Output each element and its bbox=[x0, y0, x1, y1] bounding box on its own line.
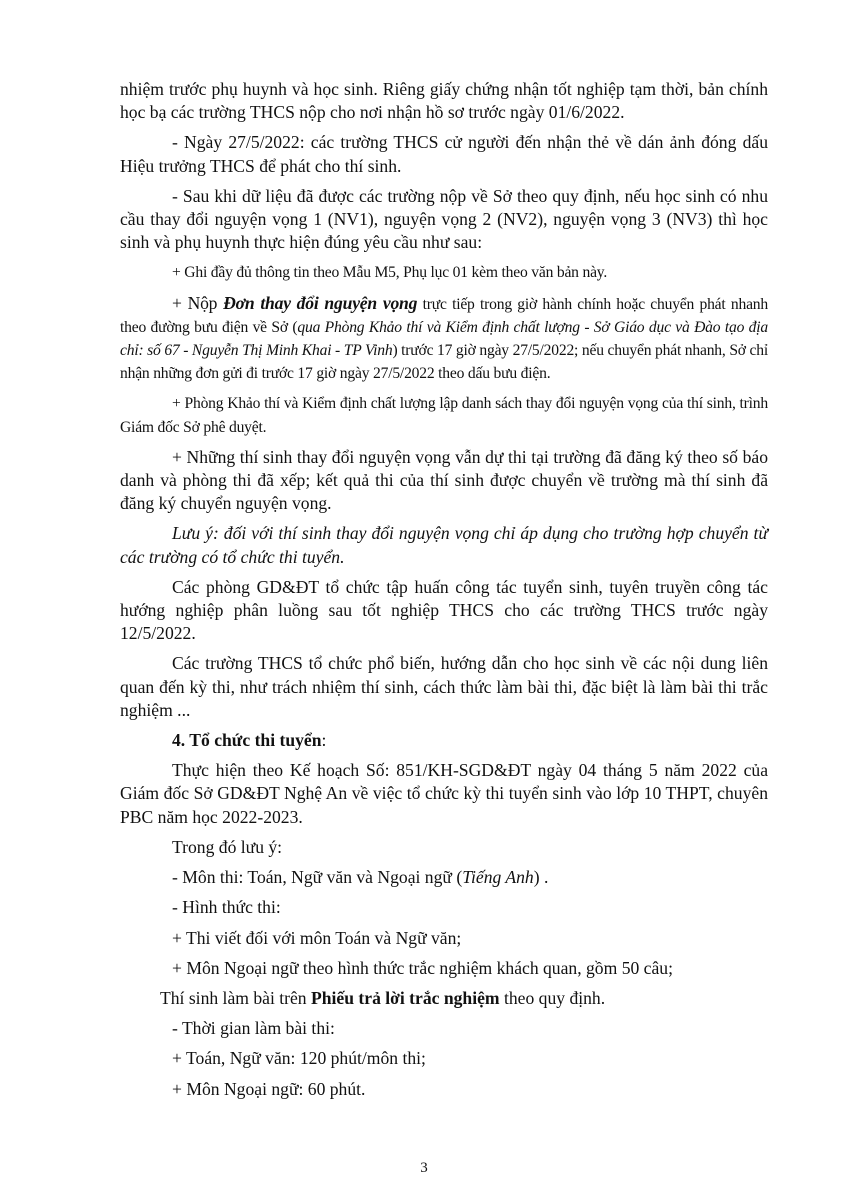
text-run: Thí sinh làm bài trên bbox=[160, 987, 311, 1008]
paragraph bbox=[120, 292, 768, 386]
heading-colon: : bbox=[321, 730, 327, 751]
paragraph: Các trường THCS tổ chức phổ biến, hướng dẫn cho học sinh về các nội dung liên quan đến kỳ thi, như trách nhiệm thí sinh, cách thức làm bài thi, đặc biệt là làm bài thi trắc nghiệm ... bbox=[120, 653, 768, 720]
paragraph: - Ngày 27/5/2022: các trường THCS cử người đến nhận thẻ về dán ảnh đóng dấu Hiệu trưởng THCS để phát cho thí sinh. bbox=[120, 132, 768, 176]
italic-address: qua Phòng Khảo thí và Kiểm định chất lượng - Sở Giáo dục và Đào tạo địa chỉ: số 67 - Nguyễn Thị Minh Khai - TP Vinh bbox=[120, 318, 768, 360]
paragraph bbox=[120, 987, 768, 1010]
paragraph: + Ghi đầy đủ thông tin theo Mẫu M5, Phụ lục 01 kèm theo văn bản này. bbox=[172, 264, 608, 282]
text-run: ) . bbox=[533, 867, 549, 888]
text-run: trực tiếp trong giờ hành chính hoặc chuyển phát nhanh theo đường bưu điện về Sở ( bbox=[120, 295, 768, 336]
paragraph: Trong đó lưu ý: bbox=[172, 836, 283, 857]
text-run: ) trước 17 giờ ngày 27/5/2022; nếu chuyển phát nhanh, Sở chỉ nhận những đơn gửi đi trước 17 giờ ngày 27/5/2022 theo dấu bưu điện. bbox=[120, 342, 768, 383]
paragraph: - Thời gian làm bài thi: bbox=[172, 1018, 335, 1039]
paragraph: - Sau khi dữ liệu đã được các trường nộp về Sở theo quy định, nếu học sinh có nhu cầu thay đổi nguyện vọng 1 (NV1), nguyện vọng 2 (NV2), nguyện vọng 3 (NV3) thì học sinh và phụ huynh thực hiện đúng yêu cầu như sau: bbox=[120, 185, 768, 253]
document-body bbox=[120, 78, 768, 1108]
bold-term: Phiếu trả lời trắc nghiệm bbox=[310, 987, 500, 1008]
page-number: 3 bbox=[420, 1160, 428, 1176]
paragraph: Các phòng GD&ĐT tổ chức tập huấn công tác tuyển sinh, tuyên truyền công tác hướng nghiệp phân luồng sau tốt nghiệp THCS cho các trường THCS trước ngày 12/5/2022. bbox=[120, 576, 768, 644]
bold-italic-term: Đơn thay đổi nguyện vọng bbox=[223, 292, 418, 313]
paragraph: nhiệm trước phụ huynh và học sinh. Riêng giấy chứng nhận tốt nghiệp tạm thời, bản chính học bạ các trường THCS nộp cho nơi nhận hồ sơ trước ngày 01/6/2022. bbox=[120, 79, 768, 123]
italic-term: Tiếng Anh bbox=[462, 867, 534, 888]
section-heading bbox=[120, 729, 768, 752]
paragraph: Thực hiện theo Kế hoạch Số: 851/KH-SGD&ĐT ngày 04 tháng 5 năm 2022 của Giám đốc Sở GD&ĐT Nghệ An về việc tổ chức kỳ thi tuyển sinh vào lớp 10 THPT, chuyên PBC năm học 2022-2023. bbox=[120, 760, 768, 827]
paragraph: + Môn Ngoại ngữ theo hình thức trắc nghiệm khách quan, gồm 50 câu; bbox=[172, 957, 673, 978]
paragraph: + Môn Ngoại ngữ: 60 phút. bbox=[172, 1078, 366, 1099]
paragraph bbox=[120, 866, 768, 889]
paragraph: + Thi viết đối với môn Toán và Ngữ văn; bbox=[172, 927, 462, 948]
text-run: theo quy định. bbox=[499, 987, 606, 1008]
paragraph: - Hình thức thi: bbox=[172, 897, 281, 918]
text-run: - Môn thi: Toán, Ngữ văn và Ngoại ngữ ( bbox=[172, 867, 463, 888]
note-paragraph: Lưu ý: đối với thí sinh thay đổi nguyện vọng chỉ áp dụng cho trường hợp chuyển từ các trường có tổ chức thi tuyển. bbox=[120, 523, 768, 567]
text-run: + Nộp bbox=[172, 292, 224, 313]
paragraph: + Toán, Ngữ văn: 120 phút/môn thi; bbox=[172, 1048, 426, 1069]
heading-text: 4. Tổ chức thi tuyển bbox=[172, 730, 322, 751]
paragraph: + Phòng Khảo thí và Kiểm định chất lượng lập danh sách thay đổi nguyện vọng của thí sinh, trình Giám đốc Sở phê duyệt. bbox=[120, 395, 768, 436]
paragraph: + Những thí sinh thay đổi nguyện vọng vẫn dự thi tại trường đã đăng ký theo số báo danh và phòng thi đã xếp; kết quả thi của thí sinh được chuyển về trường mà thí sinh đã đăng ký chuyển nguyện vọng. bbox=[120, 446, 768, 514]
